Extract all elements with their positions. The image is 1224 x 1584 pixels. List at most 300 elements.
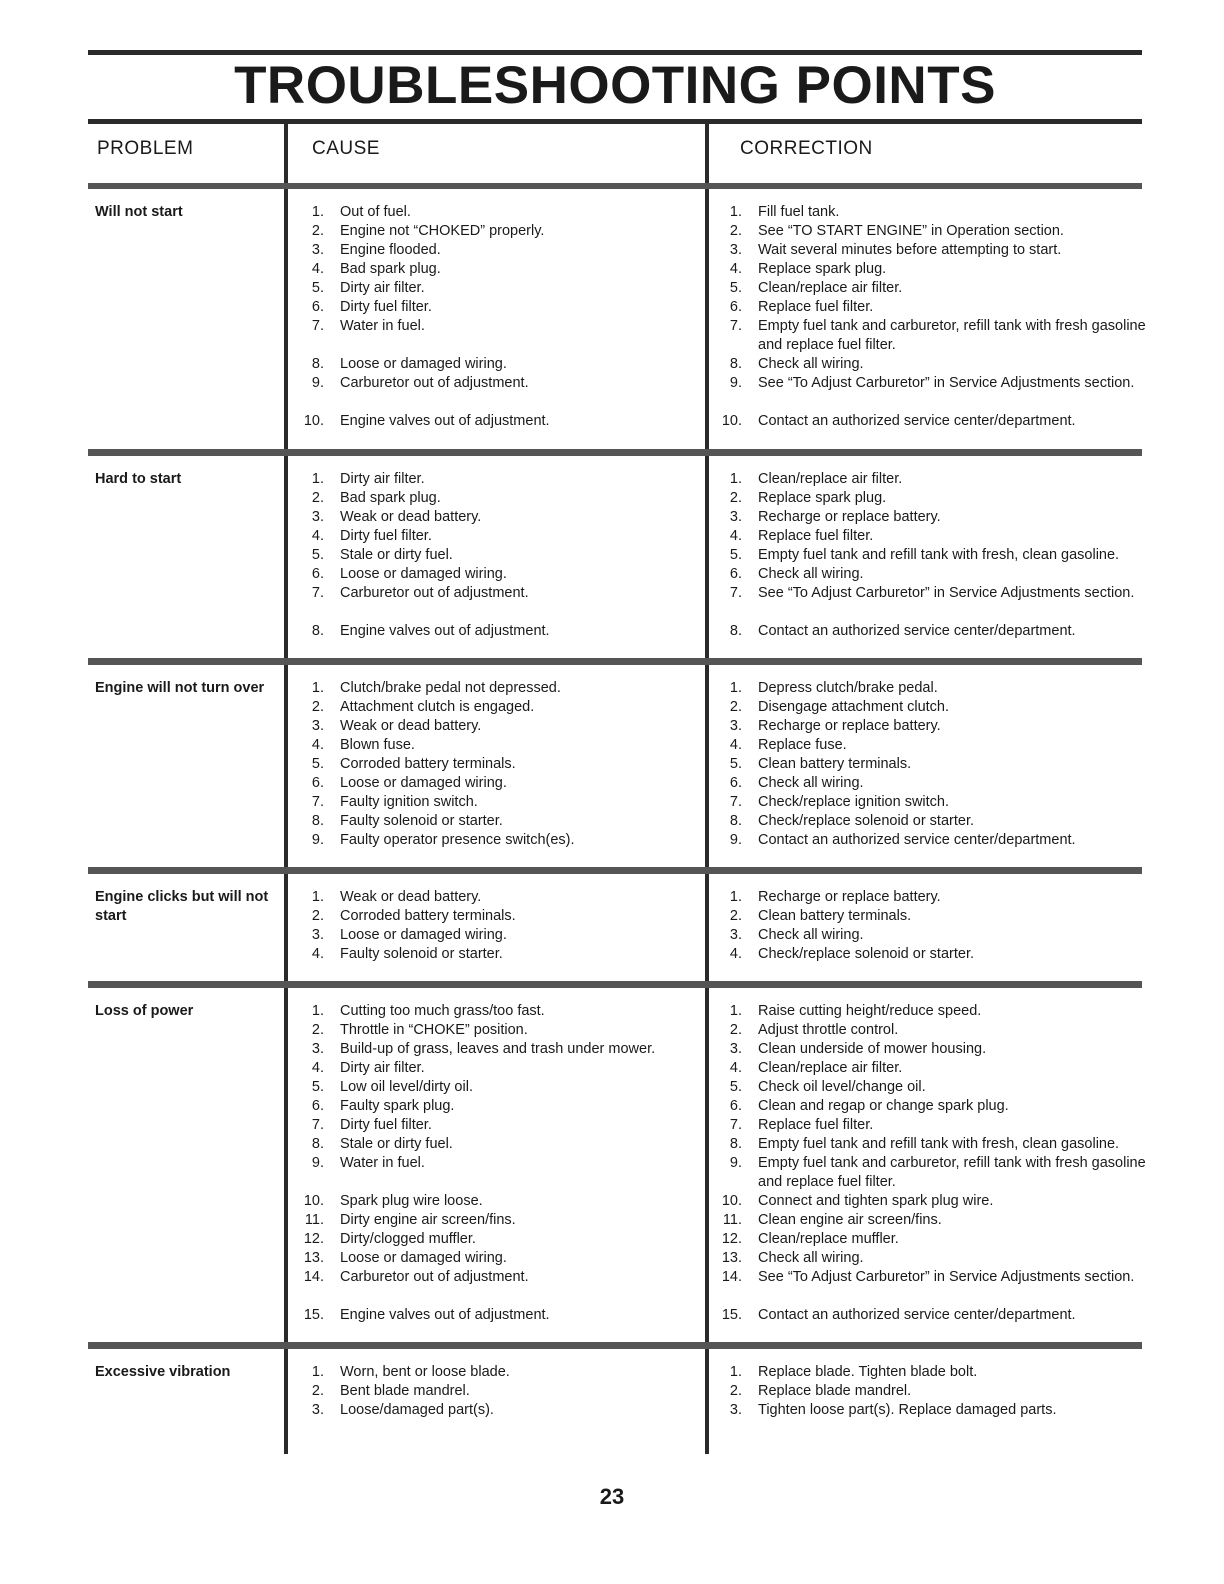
list-item bbox=[296, 717, 701, 736]
item-number: 2. bbox=[729, 1383, 742, 1399]
section-divider-rule bbox=[88, 658, 1142, 665]
list-item bbox=[714, 1116, 1164, 1135]
item-text: Bad spark plug. bbox=[340, 490, 441, 506]
item-number: 14. bbox=[721, 1269, 742, 1285]
item-number: 7. bbox=[311, 585, 324, 601]
correction-list bbox=[714, 470, 1164, 641]
list-item bbox=[714, 546, 1164, 565]
item-number: 6. bbox=[311, 775, 324, 791]
item-text: Check oil level/change oil. bbox=[758, 1079, 926, 1095]
list-item bbox=[296, 1078, 701, 1097]
item-text: Carburetor out of adjustment. bbox=[340, 375, 529, 391]
cause-list bbox=[296, 470, 701, 641]
item-number: 8. bbox=[311, 1136, 324, 1152]
item-number: 3. bbox=[311, 1402, 324, 1418]
item-text: Clean underside of mower housing. bbox=[758, 1041, 987, 1057]
list-item bbox=[714, 470, 1164, 489]
item-text: See “To Adjust Carburetor” in Service Adjustments section. bbox=[758, 585, 1135, 601]
item-text: Empty fuel tank and refill tank with fresh, clean gasoline. bbox=[758, 547, 1120, 563]
item-number: 1. bbox=[311, 471, 324, 487]
item-text: Contact an authorized service center/department. bbox=[758, 623, 1076, 639]
list-item bbox=[714, 1002, 1164, 1021]
list-item bbox=[296, 926, 701, 945]
item-number: 5. bbox=[729, 547, 742, 563]
item-text: Dirty air filter. bbox=[340, 280, 425, 296]
list-item bbox=[296, 698, 701, 717]
list-item bbox=[714, 317, 1164, 355]
item-number: 7. bbox=[311, 1117, 324, 1133]
list-item bbox=[714, 412, 1164, 431]
item-text: Loose or damaged wiring. bbox=[340, 356, 507, 372]
list-item bbox=[296, 222, 701, 241]
item-text: Recharge or replace battery. bbox=[758, 718, 941, 734]
problem-label: Hard to start bbox=[95, 471, 182, 487]
item-text: Clutch/brake pedal not depressed. bbox=[340, 680, 561, 696]
item-number: 2. bbox=[729, 490, 742, 506]
item-number: 12. bbox=[303, 1231, 324, 1247]
item-text: Disengage attachment clutch. bbox=[758, 699, 950, 715]
item-number: 4. bbox=[729, 737, 742, 753]
list-item bbox=[296, 470, 701, 489]
item-number: 1. bbox=[311, 204, 324, 220]
item-text: Loose or damaged wiring. bbox=[340, 775, 507, 791]
cause-list bbox=[296, 888, 701, 964]
item-text: Replace spark plug. bbox=[758, 261, 887, 277]
item-number: 5. bbox=[729, 756, 742, 772]
list-item bbox=[296, 412, 701, 431]
list-item bbox=[714, 1097, 1164, 1116]
item-number: 8. bbox=[729, 623, 742, 639]
item-text: Throttle in “CHOKE” position. bbox=[340, 1022, 528, 1038]
item-text: Weak or dead battery. bbox=[340, 718, 482, 734]
item-number: 2. bbox=[311, 490, 324, 506]
item-text: Connect and tighten spark plug wire. bbox=[758, 1193, 994, 1209]
item-number: 13. bbox=[303, 1250, 324, 1266]
list-item bbox=[714, 755, 1164, 774]
item-text: Clean and regap or change spark plug. bbox=[758, 1098, 1009, 1114]
item-number: 3. bbox=[729, 242, 742, 258]
list-item bbox=[296, 945, 701, 964]
item-text: Engine flooded. bbox=[340, 242, 441, 258]
item-text: Engine not “CHOKED” properly. bbox=[340, 223, 545, 239]
list-item bbox=[296, 1306, 701, 1325]
item-text: See “TO START ENGINE” in Operation section. bbox=[758, 223, 1064, 239]
item-text: Check all wiring. bbox=[758, 356, 864, 372]
item-number: 15. bbox=[303, 1307, 324, 1323]
item-text: Bent blade mandrel. bbox=[340, 1383, 470, 1399]
item-text: Raise cutting height/reduce speed. bbox=[758, 1003, 982, 1019]
item-number: 6. bbox=[729, 1098, 742, 1114]
list-item bbox=[296, 907, 701, 926]
item-text: Contact an authorized service center/department. bbox=[758, 413, 1076, 429]
correction-list bbox=[714, 888, 1164, 964]
item-number: 4. bbox=[729, 1060, 742, 1076]
list-item bbox=[714, 222, 1164, 241]
list-item bbox=[296, 374, 701, 412]
list-item bbox=[714, 508, 1164, 527]
list-item bbox=[296, 1192, 701, 1211]
item-number: 9. bbox=[311, 1155, 324, 1171]
item-number: 3. bbox=[729, 1041, 742, 1057]
item-number: 6. bbox=[311, 1098, 324, 1114]
item-number: 4. bbox=[311, 737, 324, 753]
item-number: 4. bbox=[729, 946, 742, 962]
list-item bbox=[714, 698, 1164, 717]
item-text: Dirty fuel filter. bbox=[340, 1117, 432, 1133]
item-text: Dirty air filter. bbox=[340, 1060, 425, 1076]
item-text: Bad spark plug. bbox=[340, 261, 441, 277]
list-item bbox=[714, 774, 1164, 793]
list-item bbox=[296, 565, 701, 584]
item-number: 2. bbox=[729, 699, 742, 715]
item-number: 1. bbox=[311, 1364, 324, 1380]
cause-list bbox=[296, 679, 701, 850]
list-item bbox=[296, 1116, 701, 1135]
item-text: Dirty fuel filter. bbox=[340, 299, 432, 315]
list-item bbox=[296, 1268, 701, 1306]
item-number: 4. bbox=[311, 1060, 324, 1076]
section-divider-rule bbox=[88, 867, 1142, 874]
item-text: Check all wiring. bbox=[758, 566, 864, 582]
list-item bbox=[714, 1268, 1164, 1306]
problem-label: Engine will not turn over bbox=[95, 680, 265, 696]
item-number: 11. bbox=[722, 1212, 742, 1228]
item-number: 1. bbox=[311, 889, 324, 905]
item-number: 2. bbox=[729, 1022, 742, 1038]
item-number: 3. bbox=[729, 509, 742, 525]
item-text: Check/replace solenoid or starter. bbox=[758, 946, 974, 962]
item-number: 7. bbox=[311, 318, 324, 334]
list-item bbox=[714, 241, 1164, 260]
page-title: TROUBLESHOOTING POINTS bbox=[234, 56, 996, 115]
list-item bbox=[296, 1002, 701, 1021]
header-cause: CAUSE bbox=[312, 138, 380, 159]
item-text: Depress clutch/brake pedal. bbox=[758, 680, 938, 696]
list-item bbox=[296, 736, 701, 755]
item-text: Faulty ignition switch. bbox=[340, 794, 478, 810]
column-divider-correction bbox=[705, 124, 709, 1454]
item-number: 2. bbox=[311, 1383, 324, 1399]
item-number: 11. bbox=[304, 1212, 324, 1228]
item-text: Dirty air filter. bbox=[340, 471, 425, 487]
list-item bbox=[714, 1401, 1164, 1420]
item-number: 7. bbox=[729, 794, 742, 810]
list-item bbox=[296, 1382, 701, 1401]
item-text: Cutting too much grass/too fast. bbox=[340, 1003, 545, 1019]
list-item bbox=[714, 1382, 1164, 1401]
list-item bbox=[714, 622, 1164, 641]
list-item bbox=[296, 1040, 701, 1059]
item-text: Clean/replace muffler. bbox=[758, 1231, 899, 1247]
list-item bbox=[714, 831, 1164, 850]
item-text: Low oil level/dirty oil. bbox=[340, 1079, 473, 1095]
list-item bbox=[296, 1154, 701, 1192]
item-text: Contact an authorized service center/department. bbox=[758, 832, 1076, 848]
item-text: Dirty engine air screen/fins. bbox=[340, 1212, 516, 1228]
item-number: 2. bbox=[311, 223, 324, 239]
item-text: Weak or dead battery. bbox=[340, 509, 482, 525]
item-text: Clean/replace air filter. bbox=[758, 280, 903, 296]
page-number: 23 bbox=[599, 1484, 625, 1509]
list-item bbox=[296, 489, 701, 508]
item-text: Check all wiring. bbox=[758, 927, 864, 943]
list-item bbox=[714, 1040, 1164, 1059]
section-divider-rule bbox=[88, 1342, 1142, 1349]
item-text: Replace blade mandrel. bbox=[758, 1383, 912, 1399]
list-item bbox=[296, 888, 701, 907]
item-text: Blown fuse. bbox=[340, 737, 415, 753]
section-divider-rule bbox=[88, 981, 1142, 988]
item-number: 10. bbox=[303, 1193, 324, 1209]
item-number: 1. bbox=[729, 1364, 742, 1380]
list-item bbox=[296, 1021, 701, 1040]
item-text: Dirty fuel filter. bbox=[340, 528, 432, 544]
correction-list bbox=[714, 1002, 1164, 1325]
list-item bbox=[296, 1401, 701, 1420]
item-number: 4. bbox=[729, 261, 742, 277]
correction-list bbox=[714, 203, 1164, 431]
item-number: 14. bbox=[303, 1269, 324, 1285]
item-number: 3. bbox=[729, 718, 742, 734]
item-number: 6. bbox=[729, 299, 742, 315]
list-item bbox=[296, 755, 701, 774]
item-text: Clean engine air screen/fins. bbox=[758, 1212, 942, 1228]
list-item bbox=[714, 907, 1164, 926]
list-item bbox=[714, 374, 1164, 412]
list-item bbox=[714, 1192, 1164, 1211]
item-text: Replace fuel filter. bbox=[758, 1117, 874, 1133]
list-item bbox=[714, 1154, 1164, 1192]
item-number: 13. bbox=[721, 1250, 742, 1266]
item-number: 8. bbox=[311, 623, 324, 639]
cause-list bbox=[296, 1002, 701, 1325]
item-number: 7. bbox=[729, 318, 742, 334]
item-number: 15. bbox=[721, 1307, 742, 1323]
section-divider-rule bbox=[88, 449, 1142, 456]
list-item bbox=[296, 355, 701, 374]
title-underline-rule bbox=[88, 119, 1142, 124]
top-rule bbox=[88, 50, 1142, 55]
item-number: 10. bbox=[303, 413, 324, 429]
item-number: 3. bbox=[311, 927, 324, 943]
item-text: Engine valves out of adjustment. bbox=[340, 413, 550, 429]
item-text: Replace spark plug. bbox=[758, 490, 887, 506]
item-number: 5. bbox=[311, 756, 324, 772]
item-text: Out of fuel. bbox=[340, 204, 411, 220]
list-item bbox=[714, 1021, 1164, 1040]
item-text: Loose or damaged wiring. bbox=[340, 1250, 507, 1266]
list-item bbox=[714, 203, 1164, 222]
list-item bbox=[296, 527, 701, 546]
item-number: 1. bbox=[729, 889, 742, 905]
correction-list bbox=[714, 679, 1164, 850]
list-item bbox=[714, 793, 1164, 812]
item-number: 8. bbox=[311, 356, 324, 372]
item-number: 3. bbox=[729, 1402, 742, 1418]
item-number: 8. bbox=[729, 1136, 742, 1152]
item-number: 5. bbox=[729, 280, 742, 296]
correction-list bbox=[714, 1363, 1164, 1420]
item-number: 7. bbox=[311, 794, 324, 810]
item-text: Clean/replace air filter. bbox=[758, 1060, 903, 1076]
header-correction: CORRECTION bbox=[740, 138, 873, 159]
list-item bbox=[714, 565, 1164, 584]
item-text: See “To Adjust Carburetor” in Service Adjustments section. bbox=[758, 1269, 1135, 1285]
item-text: Carburetor out of adjustment. bbox=[340, 1269, 529, 1285]
item-text: Dirty/clogged muffler. bbox=[340, 1231, 476, 1247]
item-text: Faulty solenoid or starter. bbox=[340, 813, 503, 829]
item-text: Recharge or replace battery. bbox=[758, 509, 941, 525]
list-item bbox=[296, 279, 701, 298]
list-item bbox=[714, 1363, 1164, 1382]
item-text: Build-up of grass, leaves and trash under mower. bbox=[340, 1041, 656, 1057]
item-text: See “To Adjust Carburetor” in Service Adjustments section. bbox=[758, 375, 1135, 391]
item-text: Carburetor out of adjustment. bbox=[340, 585, 529, 601]
item-text: Faulty operator presence switch(es). bbox=[340, 832, 575, 848]
item-number: 9. bbox=[729, 832, 742, 848]
list-item bbox=[714, 945, 1164, 964]
list-item bbox=[714, 279, 1164, 298]
item-number: 2. bbox=[311, 699, 324, 715]
item-number: 4. bbox=[311, 528, 324, 544]
item-text: Engine valves out of adjustment. bbox=[340, 623, 550, 639]
list-item bbox=[296, 774, 701, 793]
list-item bbox=[296, 793, 701, 812]
item-text: Faulty solenoid or starter. bbox=[340, 946, 503, 962]
item-number: 3. bbox=[311, 718, 324, 734]
item-number: 6. bbox=[729, 566, 742, 582]
list-item bbox=[714, 298, 1164, 317]
item-number: 5. bbox=[311, 547, 324, 563]
item-number: 3. bbox=[311, 1041, 324, 1057]
item-text: Loose or damaged wiring. bbox=[340, 566, 507, 582]
list-item bbox=[714, 717, 1164, 736]
item-text: Replace blade. Tighten blade bolt. bbox=[758, 1364, 978, 1380]
list-item bbox=[296, 546, 701, 565]
item-text: Empty fuel tank and refill tank with fresh, clean gasoline. bbox=[758, 1136, 1120, 1152]
item-number: 10. bbox=[721, 413, 742, 429]
list-item bbox=[296, 1211, 701, 1230]
item-text: Water in fuel. bbox=[340, 318, 425, 334]
list-item bbox=[296, 241, 701, 260]
cause-list bbox=[296, 1363, 701, 1420]
item-number: 10. bbox=[721, 1193, 742, 1209]
column-divider-cause bbox=[284, 124, 288, 1454]
item-number: 8. bbox=[311, 813, 324, 829]
item-text: Engine valves out of adjustment. bbox=[340, 1307, 550, 1323]
item-number: 6. bbox=[311, 566, 324, 582]
list-item bbox=[714, 1249, 1164, 1268]
problem-label: Will not start bbox=[95, 204, 183, 220]
list-item bbox=[714, 1211, 1164, 1230]
cause-list bbox=[296, 203, 701, 431]
item-text: Faulty spark plug. bbox=[340, 1098, 455, 1114]
item-number: 9. bbox=[729, 375, 742, 391]
item-number: 5. bbox=[729, 1079, 742, 1095]
item-number: 9. bbox=[311, 832, 324, 848]
item-text: Contact an authorized service center/department. bbox=[758, 1307, 1076, 1323]
list-item bbox=[714, 679, 1164, 698]
list-item bbox=[296, 203, 701, 222]
list-item bbox=[714, 1135, 1164, 1154]
item-number: 1. bbox=[729, 680, 742, 696]
item-number: 3. bbox=[311, 509, 324, 525]
item-text: Clean/replace air filter. bbox=[758, 471, 903, 487]
item-text: Replace fuse. bbox=[758, 737, 847, 753]
item-number: 1. bbox=[729, 1003, 742, 1019]
list-item bbox=[714, 1306, 1164, 1325]
problem-label: Excessive vibration bbox=[95, 1364, 231, 1380]
item-text: Stale or dirty fuel. bbox=[340, 1136, 453, 1152]
item-number: 12. bbox=[721, 1231, 742, 1247]
item-number: 7. bbox=[729, 1117, 742, 1133]
item-number: 2. bbox=[311, 1022, 324, 1038]
list-item bbox=[296, 1059, 701, 1078]
list-item bbox=[714, 1059, 1164, 1078]
item-text: Corroded battery terminals. bbox=[340, 908, 516, 924]
item-number: 6. bbox=[311, 299, 324, 315]
item-text: Replace fuel filter. bbox=[758, 528, 874, 544]
list-item bbox=[296, 1249, 701, 1268]
list-item bbox=[296, 260, 701, 279]
list-item bbox=[296, 1363, 701, 1382]
list-item bbox=[296, 1097, 701, 1116]
item-text: Tighten loose part(s). Replace damaged parts. bbox=[758, 1402, 1057, 1418]
item-text: Empty fuel tank and carburetor, refill tank with fresh gasoline and replace fuel filter. bbox=[758, 1155, 1146, 1190]
section-divider-rule bbox=[88, 183, 1142, 189]
item-text: Loose or damaged wiring. bbox=[340, 927, 507, 943]
list-item bbox=[296, 584, 701, 622]
list-item bbox=[296, 1230, 701, 1249]
list-item bbox=[714, 260, 1164, 279]
item-number: 1. bbox=[729, 471, 742, 487]
item-text: Adjust throttle control. bbox=[758, 1022, 899, 1038]
item-text: Loose/damaged part(s). bbox=[340, 1402, 494, 1418]
item-number: 8. bbox=[729, 813, 742, 829]
item-number: 8. bbox=[729, 356, 742, 372]
item-text: Worn, bent or loose blade. bbox=[340, 1364, 510, 1380]
item-number: 1. bbox=[729, 204, 742, 220]
item-text: Water in fuel. bbox=[340, 1155, 425, 1171]
item-text: Check all wiring. bbox=[758, 1250, 864, 1266]
list-item bbox=[296, 831, 701, 850]
header-problem: PROBLEM bbox=[97, 138, 194, 159]
list-item bbox=[296, 317, 701, 355]
item-text: Corroded battery terminals. bbox=[340, 756, 516, 772]
list-item bbox=[714, 1230, 1164, 1249]
item-number: 2. bbox=[729, 223, 742, 239]
list-item bbox=[714, 736, 1164, 755]
item-text: Attachment clutch is engaged. bbox=[340, 699, 535, 715]
item-number: 3. bbox=[729, 927, 742, 943]
item-number: 9. bbox=[311, 375, 324, 391]
list-item bbox=[296, 812, 701, 831]
item-number: 7. bbox=[729, 585, 742, 601]
list-item bbox=[296, 1135, 701, 1154]
item-number: 1. bbox=[311, 1003, 324, 1019]
list-item bbox=[714, 888, 1164, 907]
list-item bbox=[714, 355, 1164, 374]
problem-label: Engine clicks but will not start bbox=[95, 889, 269, 924]
list-item bbox=[296, 508, 701, 527]
item-text: Check/replace ignition switch. bbox=[758, 794, 950, 810]
list-item bbox=[714, 489, 1164, 508]
item-number: 3. bbox=[311, 242, 324, 258]
item-text: Clean battery terminals. bbox=[758, 908, 912, 924]
item-number: 1. bbox=[311, 680, 324, 696]
item-text: Wait several minutes before attempting to start. bbox=[758, 242, 1062, 258]
item-number: 9. bbox=[729, 1155, 742, 1171]
